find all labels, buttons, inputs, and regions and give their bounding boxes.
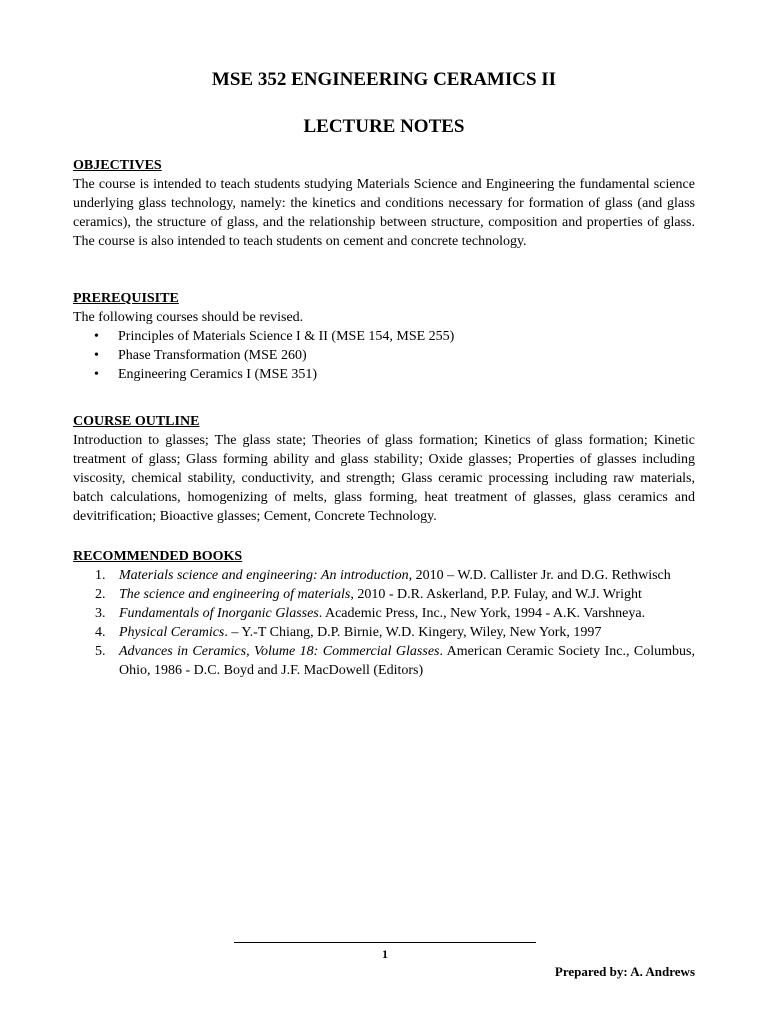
prerequisite-list [73,327,695,384]
book-title: Materials science and engineering: An introduction, [119,568,413,583]
book-details: , 2010 - D.R. Askerland, P.P. Fulay, and W.J. Wright [350,587,642,602]
prerequisite-item-text: Principles of Materials Science I & II (MSE 154, MSE 255) [118,329,455,344]
course-outline-heading: COURSE OUTLINE [73,414,200,429]
prerequisite-item-text: Engineering Ceramics I (MSE 351) [118,367,318,382]
objectives-heading: OBJECTIVES [73,158,162,173]
prerequisite-intro: The following courses should be revised. [73,310,304,325]
list-item [73,566,695,585]
book-number: 2. [95,587,106,602]
book-number: 5. [95,644,106,659]
list-item [73,585,695,604]
recommended-books-heading: RECOMMENDED BOOKS [73,549,243,564]
list-item [73,365,695,384]
document-subtitle: LECTURE NOTES [303,116,465,137]
book-title: Fundamentals of Inorganic Glasses [119,606,319,621]
book-number: 1. [95,568,106,583]
list-item [73,346,695,365]
book-number: 4. [95,625,106,640]
prepared-by-credit: Prepared by: A. Andrews [554,964,695,979]
list-item [73,642,695,680]
document-title: MSE 352 ENGINEERING CERAMICS II [211,69,557,90]
objectives-section [73,156,695,251]
objectives-text: The course is intended to teach students studying Materials Science and Engineering the fundamental science underlying glass technology, namely: the kinetics and conditions necessary for formation of glass (and glass ceramics), the structure of glass, and the relationship between structure, composition and properties of glass. The course is also intended to teach students on cement and concrete technology. [73,177,695,249]
bullet-icon: • [94,348,99,363]
bullet-icon: • [94,367,99,382]
footer-divider [234,942,536,943]
book-title: The science and engineering of materials [119,587,351,602]
list-item [73,604,695,623]
book-details: . American Ceramic Society Inc., Columbus, Ohio, 1986 - D.C. Boyd and J.F. MacDowell (Editors) [119,644,695,678]
bullet-icon: • [94,329,99,344]
book-title: Advances in Ceramics, Volume 18: Commercial Glasses [119,644,440,659]
prerequisite-item-text: Phase Transformation (MSE 260) [118,348,307,363]
book-details: 2010 – W.D. Callister Jr. and D.G. Rethwisch [412,568,671,583]
book-title: Physical Ceramics [119,625,225,640]
book-details: . Academic Press, Inc., New York, 1994 - A.K. Varshneya. [318,606,646,621]
recommended-books-section [73,547,695,680]
book-details: . – Y.-T Chiang, D.P. Birnie, W.D. Kingery, Wiley, New York, 1997 [224,625,602,640]
course-outline-text: Introduction to glasses; The glass state; Theories of glass formation; Kinetics of glass formation; Kinetic treatment of glass; Glass forming ability and glass stability; Oxide glasses; Properties of glasses including viscosity, chemical stability, conductivity, and strength; Glass ceramic processing including raw materials, batch calculations, homogenizing of melts, glass forming, heat treatment of glasses, glass ceramics and devitrification; Bioactive glasses; Cement, Concrete Technology. [73,433,695,524]
list-item [73,623,695,642]
page-number: 1 [382,947,388,961]
prerequisite-heading: PREREQUISITE [73,291,179,306]
books-list [73,566,695,680]
course-outline-section [73,412,695,526]
list-item [73,327,695,346]
book-number: 3. [95,606,106,621]
prerequisite-section [73,289,695,384]
